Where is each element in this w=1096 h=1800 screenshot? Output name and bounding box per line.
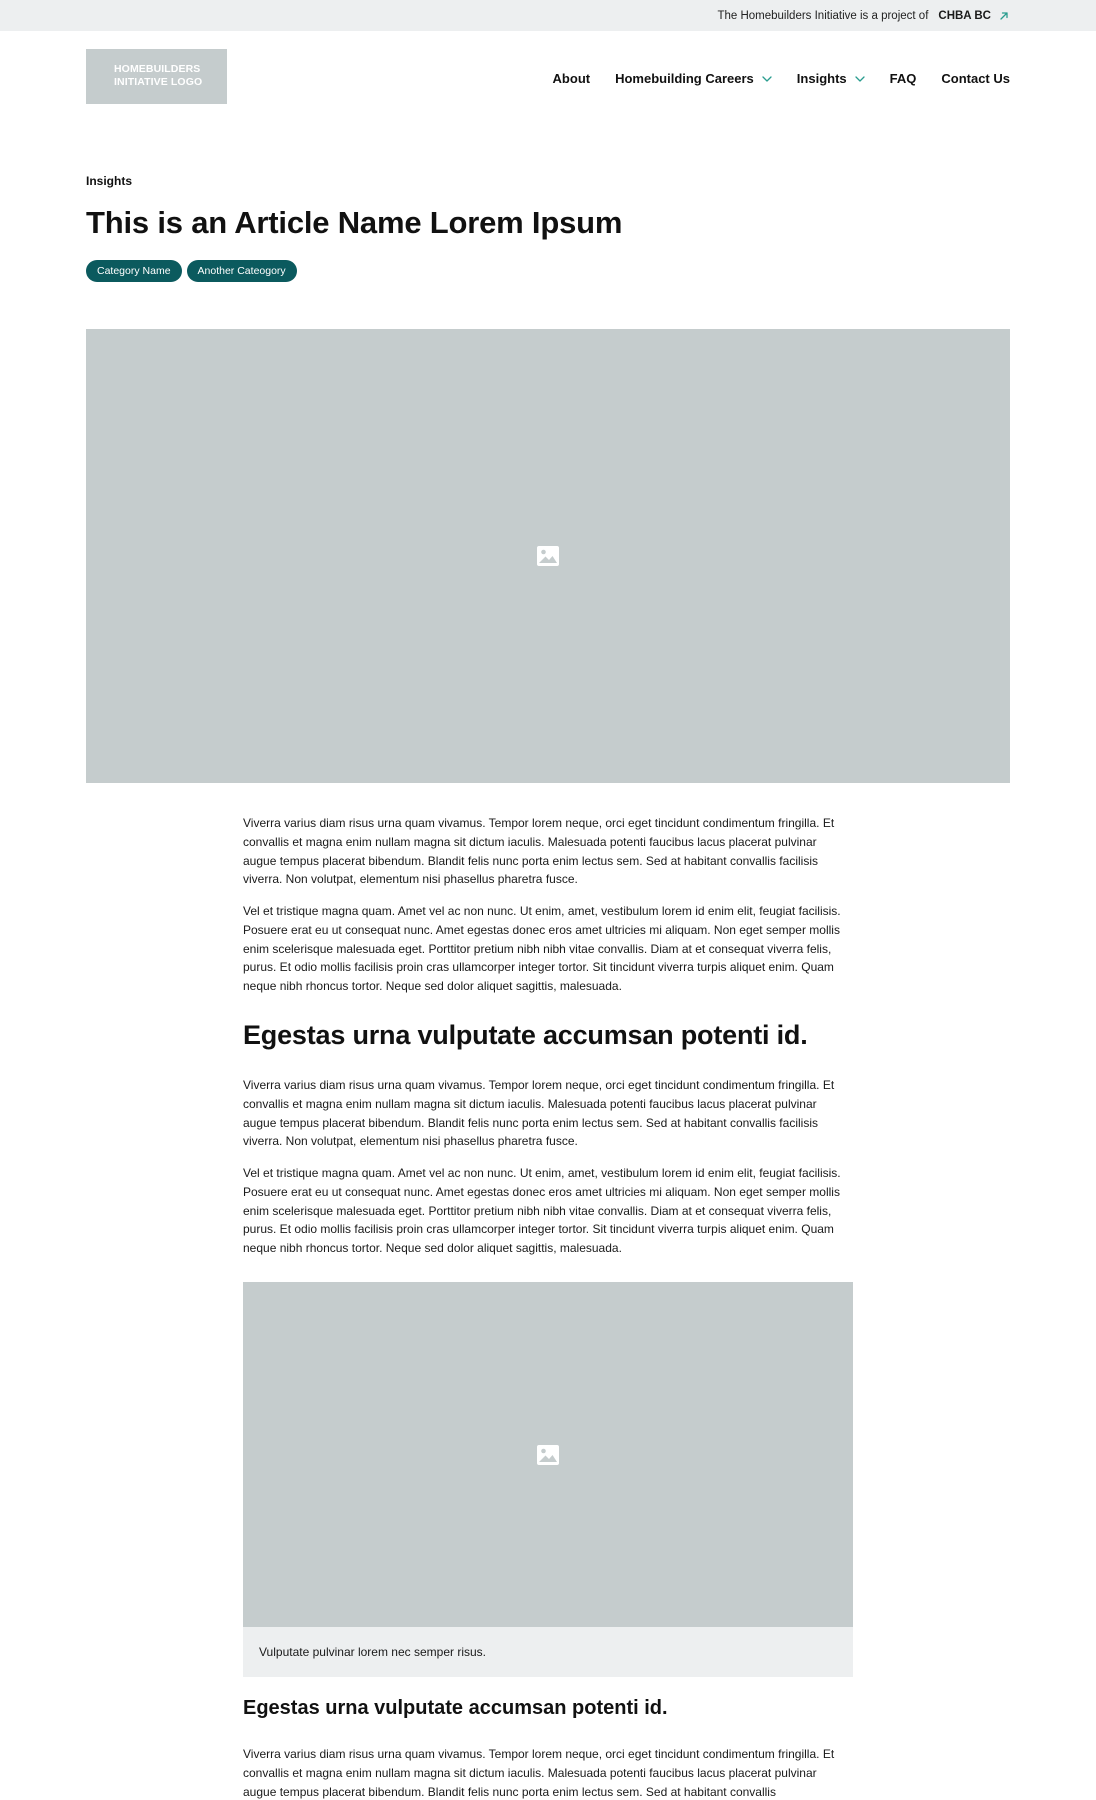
breadcrumb-insights[interactable]: Insights xyxy=(86,174,133,188)
nav-item-label: Homebuilding Careers xyxy=(615,71,754,86)
nav-item-faq[interactable] xyxy=(890,71,917,86)
category-tag[interactable]: Category Name xyxy=(86,260,182,282)
nav-item-homebuilding-careers[interactable] xyxy=(615,71,772,86)
article-paragraph: Viverra varius diam risus urna quam vivamus. Tempor lorem neque, orci eget tincidunt condimentum fringilla. Et convallis et magna enim nullam magna sit dictum iaculis. Malesuada potenti faucibus lacus placerat pulvinar augue tempus placerat bibendum. Blandit felis nunc porta enim lectus sem. Sed at habitant convallis facilisis viverra. Non volutpat, elementum nisi phasellus pharetra fusce. xyxy=(243,816,835,887)
site-header xyxy=(0,31,1096,126)
main-nav xyxy=(528,71,1010,86)
arrow-up-right-icon xyxy=(998,10,1010,22)
chba-bc-link[interactable] xyxy=(938,10,1010,22)
article-figure xyxy=(243,1282,853,1677)
article-paragraph: Viverra varius diam risus urna quam vivamus. Tempor lorem neque, orci eget tincidunt condimentum fringilla. Et convallis et magna enim nullam magna sit dictum iaculis. Malesuada potenti faucibus lacus placerat pulvinar augue tempus placerat bibendum. Blandit felis nunc porta enim lectus sem. Sed at habitant convallis xyxy=(243,1747,835,1799)
chba-bc-link-label: CHBA BC xyxy=(938,9,991,22)
utility-bar-text: The Homebuilders Initiative is a project of xyxy=(717,9,929,22)
nav-item-label: Insights xyxy=(796,71,847,86)
figure-caption: Vulputate pulvinar lorem nec semper risus. xyxy=(243,1627,853,1677)
nav-item-label: FAQ xyxy=(889,71,917,86)
category-tag[interactable]: Another Cateogory xyxy=(187,260,297,282)
article-paragraph: Vel et tristique magna quam. Amet vel ac non nunc. Ut enim, amet, vestibulum lorem id enim elit, feugiat facilisis. Posuere erat eu ut consequat nunc. Amet egestas donec eros amet ultricies mi aliquam. Non eget semper mollis enim scelerisque malesuada eget. Porttitor pretium nibh nibh vitae convallis. Diam at et consequat viverra felis, purus. Et odio mollis facilisis proin cras ullamcorper integer tortor. Sit tincidunt viverra turpis aliquet enim. Quam neque nibh rhoncus tortor. Neque sed dolor aliquet sagittis, malesuada. xyxy=(243,904,841,994)
image-placeholder-icon xyxy=(536,545,560,567)
subsection-heading: Egestas urna vulputate accumsan potenti id. xyxy=(243,1697,668,1719)
category-tags xyxy=(86,260,302,282)
chevron-down-icon xyxy=(762,76,772,82)
article-paragraph: Vel et tristique magna quam. Amet vel ac non nunc. Ut enim, amet, vestibulum lorem id enim elit, feugiat facilisis. Posuere erat eu ut consequat nunc. Amet egestas donec eros amet ultricies mi aliquam. Non eget semper mollis enim scelerisque malesuada eget. Porttitor pretium nibh nibh vitae convallis. Diam at et consequat viverra felis, purus. Et odio mollis facilisis proin cras ullamcorper integer tortor. Sit tincidunt viverra turpis aliquet enim. Quam neque nibh rhoncus tortor. Neque sed dolor aliquet sagittis, malesuada. xyxy=(243,1166,841,1256)
figure-image xyxy=(243,1282,853,1627)
hero-image xyxy=(86,329,1010,783)
utility-bar xyxy=(0,0,1096,31)
nav-item-insights[interactable] xyxy=(797,71,865,86)
article-paragraph: Viverra varius diam risus urna quam vivamus. Tempor lorem neque, orci eget tincidunt condimentum fringilla. Et convallis et magna enim nullam magna sit dictum iaculis. Malesuada potenti faucibus lacus placerat pulvinar augue tempus placerat bibendum. Blandit felis nunc porta enim lectus sem. Sed at habitant convallis facilisis viverra. Non volutpat, elementum nisi phasellus pharetra fusce. xyxy=(243,1078,835,1149)
site-logo[interactable] xyxy=(86,49,227,104)
nav-item-about[interactable] xyxy=(553,71,591,86)
nav-item-contact-us[interactable] xyxy=(941,71,1010,86)
image-placeholder-icon xyxy=(536,1444,560,1466)
logo-line-1: HOMEBUILDERS xyxy=(114,63,201,75)
nav-item-label: About xyxy=(552,71,591,86)
logo-line-2: INITIATIVE LOGO xyxy=(114,76,203,88)
utility-bar-content xyxy=(717,0,1010,31)
chevron-down-icon xyxy=(855,76,865,82)
nav-item-label: Contact Us xyxy=(941,71,1010,86)
section-heading: Egestas urna vulputate accumsan potenti id. xyxy=(243,1020,808,1050)
page-title: This is an Article Name Lorem Ipsum xyxy=(86,205,623,240)
